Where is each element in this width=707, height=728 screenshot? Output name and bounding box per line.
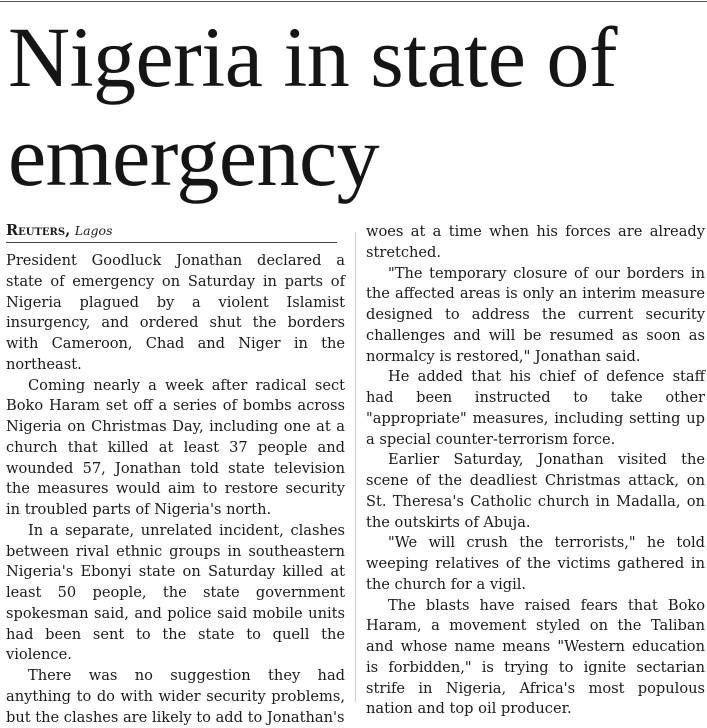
top-rule bbox=[0, 1, 707, 2]
headline: Nigeria in state of emergency bbox=[8, 9, 618, 204]
paragraph: Coming nearly a week after radical sect Boko Haram set off a series of bombs across Nigeria on Christmas Day, including one at a church that killed at least 37 people and wounded 57, Jonathan told state television the measures would aim to restore security in troubled parts of Nigeria's north. bbox=[6, 376, 345, 518]
paragraph: The blasts have raised fears that Boko Haram, a movement styled on the Taliban and whose name means "Western education is forbidden," is trying to ignite sectarian strife in Nigeria, Africa's most populous nation and top oil producer. bbox=[366, 596, 705, 718]
article-column-right bbox=[366, 222, 705, 720]
paragraph: "The temporary closure of our borders in the affected areas is only an interim measure designed to address the current security challenges and will be resumed as soon as normalcy is restored," Jonathan said. bbox=[366, 264, 705, 365]
paragraph: In a separate, unrelated incident, clashes between rival ethnic groups in southeastern Nigeria's Ebonyi state on Saturday killed at least 50 people, the state government spokesman said, and police said mobile units had been sent to the state to quell the violence. bbox=[6, 521, 345, 664]
paragraph: He added that his chief of defence staff had been instructed to take other "appropriate" measures, including setting up a special counter-terrorism force. bbox=[366, 368, 705, 448]
paragraph: There was no suggestion they had anything to do with wider security problems, but the clashes are likely to add to Jonathan's bbox=[6, 667, 345, 726]
column-separator bbox=[355, 232, 356, 702]
paragraph-continuation: woes at a time when his forces are already stretched. bbox=[366, 223, 705, 261]
byline bbox=[6, 222, 337, 243]
paragraph: Earlier Saturday, Jonathan visited the scene of the deadliest Christmas attack, on St. Theresa's Catholic church in Madalla, on the outskirts of Abuja. bbox=[366, 451, 705, 531]
article-column-left bbox=[6, 222, 345, 728]
paragraph: President Goodluck Jonathan declared a state of emergency on Saturday in parts of Nigeria plagued by a violent Islamist insurgency, and ordered shut the borders with Cameroon, Chad and Niger in the northeast. bbox=[6, 252, 345, 373]
byline-place: Lagos bbox=[74, 223, 113, 238]
paragraph: "We will crush the terrorists," he told weeping relatives of the victims gathered in the church for a vigil. bbox=[366, 534, 705, 593]
byline-agency: Reuters, bbox=[6, 222, 71, 239]
